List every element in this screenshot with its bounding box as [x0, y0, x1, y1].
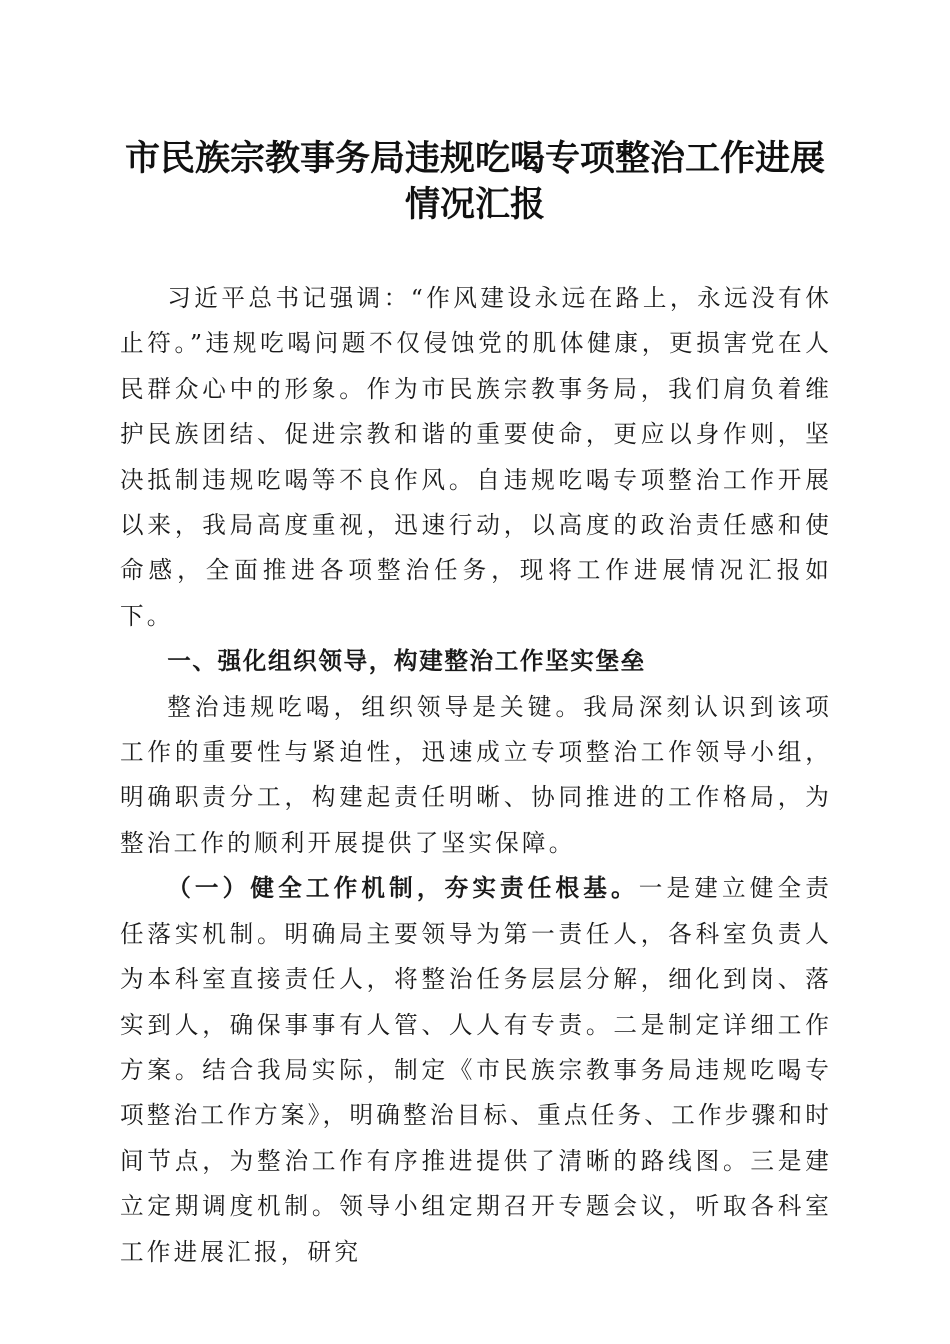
- title-line-1: 市民族宗教事务局违规吃喝专项整治工作进展: [124, 138, 825, 179]
- document-body: [120, 276, 832, 1275]
- section-heading-1: 一、强化组织领导，构建整治工作坚实堡垒: [167, 647, 646, 676]
- section-1-paragraph: 整治违规吃喝，组织领导是关键。我局深刻认识到该项工作的重要性与紧迫性，迅速成立专项整治工作领导小组，明确职责分工，构建起责任明晰、协同推进的工作格局，为整治工作的顺利开展提供了坚实保障。: [120, 692, 832, 857]
- subsection-1-paragraph: [120, 866, 832, 1275]
- intro-paragraph: 习近平总书记强调：“作风建设永远在路上，永远没有休止符。”违规吃喝问题不仅侵蚀党的肌体健康，更损害党在人民群众心中的形象。作为市民族宗教事务局，我们肩负着维护民族团结、促进宗教和谐的重要使命，更应以身作则，坚决抵制违规吃喝等不良作风。自违规吃喝专项整治工作开展以来，我局高度重视，迅速行动，以高度的政治责任感和使命感，全面推进各项整治任务，现将工作进展情况汇报如下。: [120, 284, 832, 630]
- title-line-2: 情况汇报: [404, 184, 545, 225]
- document-title: [100, 136, 850, 228]
- subsection-1-lead: （一）健全工作机制，夯实责任根基。: [167, 874, 639, 903]
- subsection-1-text: 一是建立健全责任落实机制。明确局主要领导为第一责任人，各科室负责人为本科室直接责任人，将整治任务层层分解，细化到岗、落实到人，确保事事有人管、人人有专责。二是制定详细工作方案。结合我局实际，制定《市民族宗教事务局违规吃喝专项整治工作方案》，明确整治目标、重点任务、工作步骤和时间节点，为整治工作有序推进提供了清晰的路线图。三是建立定期调度机制。领导小组定期召开专题会议，听取各科室工作进展汇报，研究: [120, 874, 832, 1266]
